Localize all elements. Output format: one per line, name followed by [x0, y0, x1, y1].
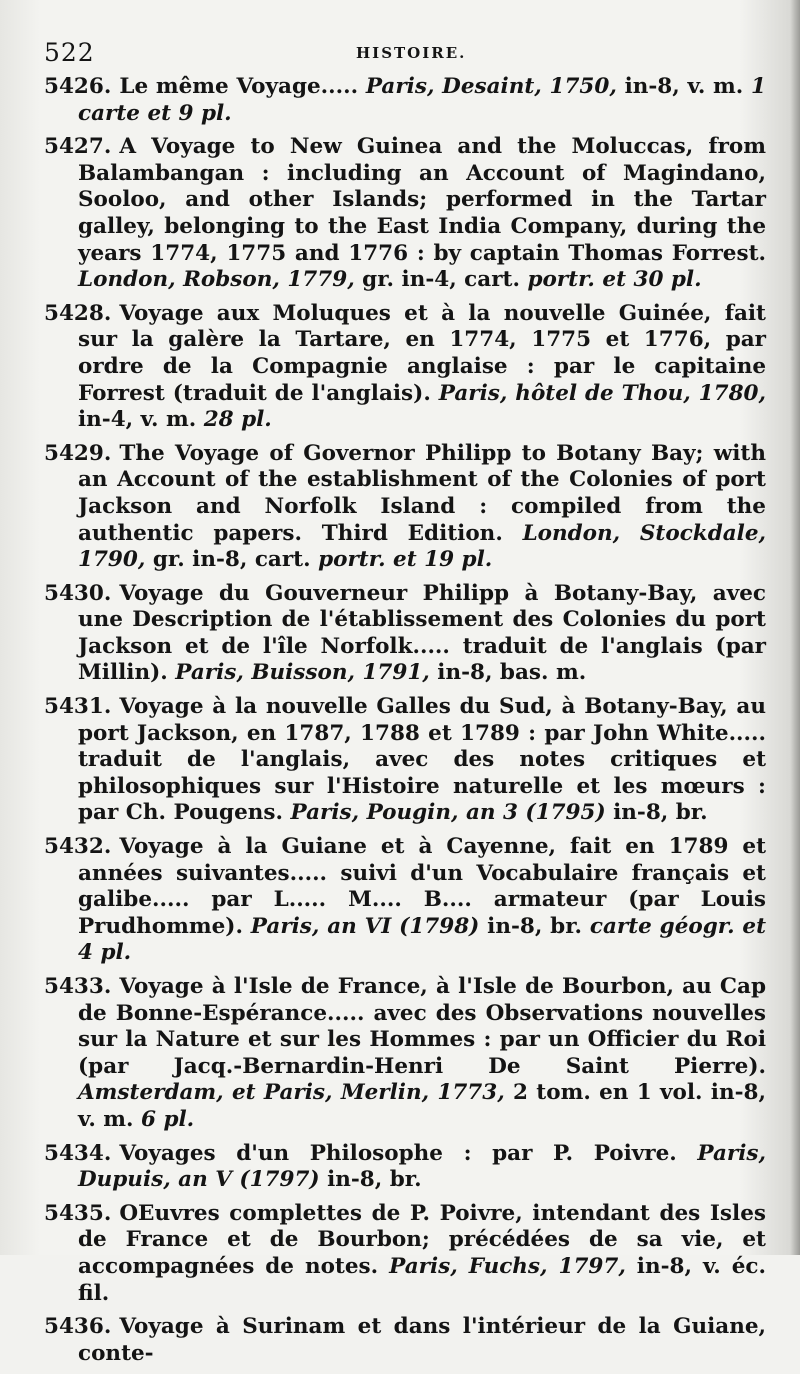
entry-number: 5430.: [44, 580, 112, 606]
entry-text: Voyage du Gouverneur Philipp à Botany-Bay, avec une Description de l'établissement des Colonies du port Jackson et de l'île Norfolk..... traduit de l'anglais (par Millin).: [78, 580, 766, 686]
catalogue-entry-5431: [44, 694, 766, 827]
entry-notes: portr. et 19 pl.: [318, 547, 493, 573]
catalogue-entry-5428: [44, 301, 766, 434]
entry-notes: 6 pl.: [141, 1106, 195, 1132]
catalogue-entry-5430: [44, 581, 766, 687]
entry-number: 5435.: [44, 1200, 112, 1226]
catalogue-entry-5427: [44, 134, 766, 294]
entry-text: Voyage à l'Isle de France, à l'Isle de Bourbon, au Cap de Bonne-Espérance..... avec des Observations nouvelles sur la Nature et sur les Hommes : par un Officier du Roi (par Jacq.-Bernardin-Henri De Saint Pierre).: [78, 974, 766, 1079]
entry-text: Voyage à Surinam et dans l'intérieur de la Guiane, conte-: [78, 1314, 766, 1366]
entry-text: Voyage aux Moluques et à la nouvelle Guinée, fait sur la galère la Tartare, en 1774, 1775 et 1776, par ordre de la Compagnie anglaise : par le capitaine Forrest (traduit de l'anglais).: [78, 300, 766, 406]
entry-format: gr. in-4, cart.: [354, 267, 528, 293]
page-number: 522: [44, 38, 95, 67]
catalogue-entry-5429: [44, 441, 766, 574]
entry-notes: 1 carte et 9 pl.: [78, 74, 766, 126]
entry-text: Voyage à la nouvelle Galles du Sud, à Botany-Bay, au port Jackson, en 1787, 1788 et 1789 : par John White..... traduit de l'anglais, avec des notes critiques et philosophiques sur l'Histoire naturelle et les mœurs : par Ch. Pougens.: [78, 694, 766, 826]
entry-imprint: Paris, Dupuis, an V (1797): [78, 1140, 766, 1193]
entry-text: A Voyage to New Guinea and the Moluccas, from Balambangan : including an Account of Magindano, Sooloo, and other Islands; performed in the Tartar galley, belonging to the East India Company, during the years 1774, 1775 and 1776 : by captain Thomas Forrest.: [78, 134, 766, 266]
catalogue-entry-5434: [44, 1141, 766, 1194]
entry-format: in-4, v. m.: [78, 407, 204, 433]
catalogue-entry-5433: [44, 974, 766, 1134]
entry-text: Voyage à la Guiane et à Cayenne, fait en 1789 et années suivantes..... suivi d'un Vocabulaire français et galibe..... par L..... M.... B.... armateur (par Louis Prudhomme).: [78, 834, 766, 939]
entry-imprint: Amsterdam, et Paris, Merlin, 1773,: [78, 1080, 505, 1106]
entry-number: 5431.: [44, 694, 112, 720]
entry-format: in-8, br.: [605, 800, 708, 826]
entry-format: in-8, v. m.: [616, 74, 752, 99]
entry-number: 5436.: [44, 1314, 112, 1340]
entry-number: 5434.: [44, 1140, 112, 1166]
entry-format: 2 tom. en 1 vol. in-8, v. m.: [78, 1080, 766, 1132]
entry-notes: portr. et 30 pl.: [527, 267, 702, 293]
entry-number: 5429.: [44, 440, 112, 466]
entry-imprint: Paris, an VI (1798): [250, 913, 480, 939]
entry-text: The Voyage of Governor Philipp to Botany Bay; with an Account of the establishment of the Colonies of port Jackson and Norfolk Island : compiled from the authentic papers. Third Edition.: [78, 440, 766, 546]
entry-notes: carte géogr. et 4 pl.: [78, 913, 767, 966]
catalogue-entry-5426: [44, 74, 766, 127]
catalogue-entries: [44, 74, 766, 1374]
entry-imprint: Paris, Buisson, 1791,: [175, 660, 430, 686]
entry-imprint: Paris, Desaint, 1750,: [365, 74, 617, 99]
entry-format: gr. in-8, cart.: [145, 547, 319, 573]
entry-notes: 28 pl.: [203, 407, 272, 433]
entry-format: in-8, v. éc. fil.: [78, 1253, 766, 1306]
entry-text: Voyages d'un Philosophe : par P. Poivre.: [119, 1140, 698, 1166]
entry-format: in-8, bas. m.: [429, 660, 587, 686]
entry-imprint: Paris, Fuchs, 1797,: [389, 1253, 626, 1279]
entry-format: in-8, br.: [319, 1167, 422, 1193]
entry-number: 5432.: [44, 834, 112, 860]
catalogue-entry-5435: [44, 1201, 766, 1307]
entry-text: Le même Voyage.....: [119, 74, 366, 99]
entry-format: in-8, br.: [479, 913, 590, 939]
page-header: [44, 38, 760, 68]
entry-imprint: Paris, Pougin, an 3 (1795): [290, 800, 606, 826]
entry-imprint: Paris, hôtel de Thou, 1780,: [438, 380, 766, 406]
entry-number: 5433.: [44, 974, 112, 999]
entry-number: 5427.: [44, 134, 112, 160]
entry-number: 5426.: [44, 74, 112, 99]
catalogue-entry-5436: [44, 1314, 766, 1367]
entry-imprint: London, Stockdale, 1790,: [78, 520, 766, 573]
running-head: HISTOIRE.: [356, 44, 467, 62]
entry-text: OEuvres complettes de P. Poivre, intendant des Isles de France et de Bourbon; précédées de sa vie, et accompagnées de notes.: [78, 1200, 766, 1279]
catalogue-entry-5432: [44, 834, 766, 967]
entry-imprint: London, Robson, 1779,: [78, 267, 355, 293]
entry-number: 5428.: [44, 300, 112, 326]
